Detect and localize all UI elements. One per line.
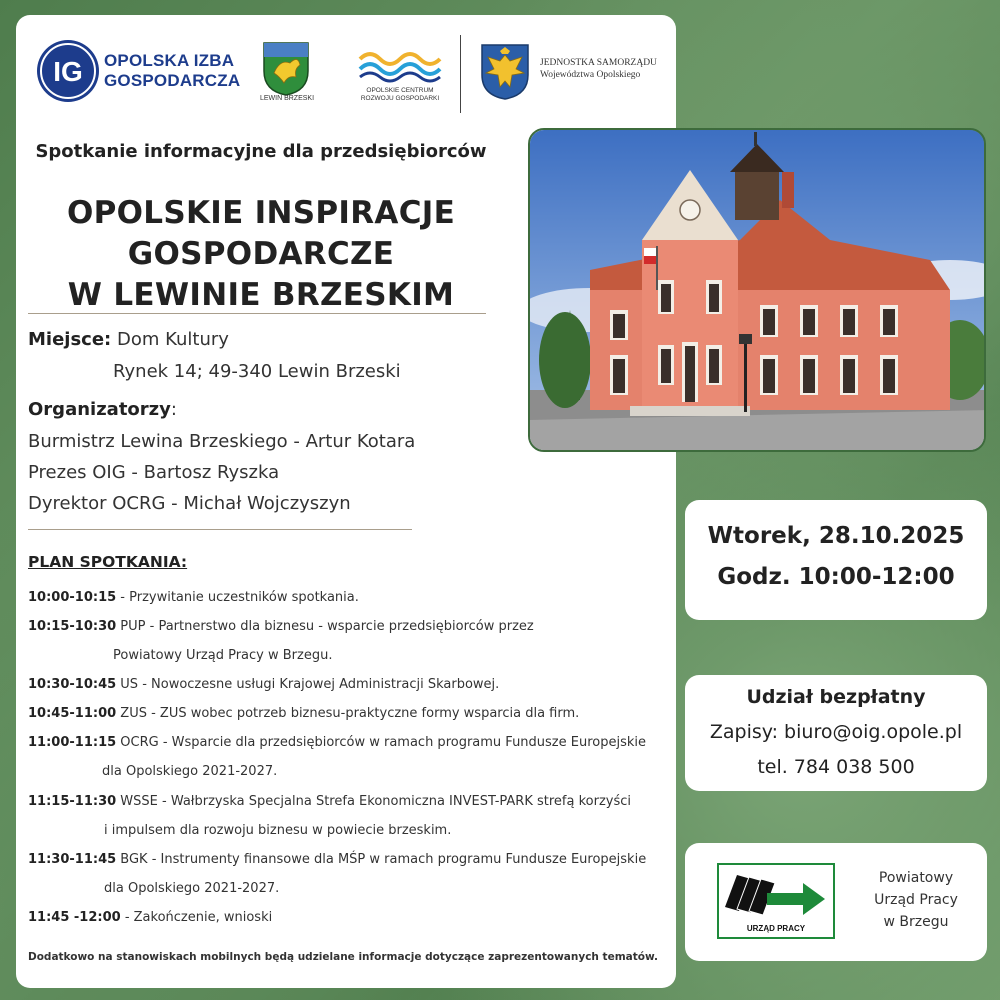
- plan-text: BGK - Instrumenty finansowe dla MŚP w ramach programu Fundusze Europejskie: [116, 852, 647, 867]
- registration-phone[interactable]: tel. 784 038 500: [757, 756, 915, 778]
- plan-item: [28, 852, 646, 867]
- partner-logos: [16, 15, 676, 125]
- ig-name-line1: OPOLSKA IZBA: [104, 51, 235, 70]
- organizer-item: Burmistrz Lewina Brzeskiego - Artur Kotara: [28, 431, 416, 452]
- pup-name-line3: w Brzegu: [883, 914, 949, 930]
- plan-item: [28, 590, 359, 605]
- plan-text: US - Nowoczesne usługi Krajowej Administracji Skarbowej.: [116, 677, 500, 692]
- lewin-coat-of-arms-icon: [262, 41, 310, 97]
- woj-label-line2: Województwa Opolskiego: [540, 70, 641, 80]
- divider-2: [28, 529, 412, 530]
- plan-time: 11:00-11:15: [28, 735, 117, 750]
- event-title-line1: OPOLSKIE INSPIRACJE: [66, 195, 456, 231]
- footnote: Dodatkowo na stanowiskach mobilnych będą udzielane informacje dotyczące zaprezentowanych tematów.: [28, 951, 658, 963]
- venue-label: Miejsce:: [28, 329, 112, 350]
- pup-name-line2: Urząd Pracy: [874, 892, 958, 908]
- registration-email[interactable]: Zapisy: biuro@oig.opole.pl: [709, 721, 963, 743]
- svg-text:IG: IG: [53, 56, 83, 87]
- plan-item-cont: i impulsem dla rozwoju biznesu w powiecie brzeskim.: [104, 823, 452, 838]
- event-title-line3: W LEWINIE BRZESKIM: [67, 277, 455, 313]
- event-title-line2: GOSPODARCZE: [127, 236, 395, 272]
- plan-time: 10:15-10:30: [28, 619, 117, 634]
- divider-1: [28, 313, 486, 314]
- plan-item: [28, 619, 534, 634]
- plan-time: 11:45 -12:00: [28, 910, 121, 925]
- town-hall-photo: [528, 128, 986, 452]
- organizer-item: Dyrektor OCRG - Michał Wojczyszyn: [28, 493, 351, 514]
- pup-name: [861, 867, 971, 933]
- event-title: [16, 193, 506, 316]
- pup-name-line1: Powiatowy: [878, 870, 954, 886]
- venue-address: Rynek 14; 49-340 Lewin Brzeski: [113, 361, 401, 382]
- ocrg-waves-icon: [356, 47, 442, 83]
- plan-item-cont: dla Opolskiego 2021-2027.: [102, 764, 278, 779]
- plan-time: 10:00-10:15: [28, 590, 117, 605]
- town-hall-illustration: [530, 130, 986, 452]
- ocrg-label: [350, 87, 450, 103]
- organizers-label: Organizatorzy: [28, 399, 171, 420]
- plan-title: PLAN SPOTKANIA:: [28, 553, 188, 571]
- plan-item: [28, 677, 499, 692]
- ocrg-label-line2: ROZWOJU GOSPODARKI: [360, 95, 440, 102]
- ig-name: [104, 51, 240, 91]
- ig-logo-icon: [36, 39, 100, 103]
- lewin-label: LEWIN BRZESKI: [259, 95, 315, 102]
- plan-item: [28, 706, 579, 721]
- organizer-item: Prezes OIG - Bartosz Ryszka: [28, 462, 280, 483]
- venue-name: Dom Kultury: [116, 329, 229, 350]
- event-subtitle: Spotkanie informacyjne dla przedsiębiorców: [35, 141, 487, 162]
- plan-text: OCRG - Wsparcie dla przedsiębiorców w ramach programu Fundusze Europejskie: [116, 735, 647, 750]
- date-box: [685, 500, 987, 620]
- plan-time: 10:45-11:00: [28, 706, 117, 721]
- plan-time: 11:15-11:30: [28, 794, 117, 809]
- woj-label-line1: JEDNOSTKA SAMORZĄDU: [540, 58, 657, 68]
- plan-item: [28, 794, 631, 809]
- logo-divider: [460, 35, 461, 113]
- plan-item-cont: Powiatowy Urząd Pracy w Brzegu.: [113, 648, 333, 663]
- organizers-colon: :: [170, 399, 177, 420]
- event-time: Godz. 10:00-12:00: [717, 564, 955, 590]
- ocrg-label-line1: OPOLSKIE CENTRUM: [366, 87, 434, 94]
- pup-box: [685, 843, 987, 961]
- plan-time: 11:30-11:45: [28, 852, 117, 867]
- plan-text: - Zakończenie, wnioski: [120, 910, 273, 925]
- pup-logo-label: URZĄD PRACY: [746, 924, 806, 933]
- event-date: Wtorek, 28.10.2025: [707, 523, 965, 549]
- opolskie-eagle-icon: [480, 43, 530, 101]
- ig-name-line2: GOSPODARCZA: [104, 71, 241, 90]
- pup-arrow-icon: [717, 863, 835, 939]
- plan-text: WSSE - Wałbrzyska Specjalna Strefa Ekonomiczna INVEST-PARK strefą korzyści: [116, 794, 632, 809]
- plan-item: [28, 735, 646, 750]
- plan-text: - Przywitanie uczestników spotkania.: [116, 590, 359, 605]
- plan-text: PUP - Partnerstwo dla biznesu - wsparcie przedsiębiorców przez: [116, 619, 534, 634]
- organizers-heading: [28, 399, 177, 420]
- plan-item: [28, 910, 272, 925]
- woj-label: [540, 57, 657, 81]
- plan-item-cont: dla Opolskiego 2021-2027.: [104, 881, 280, 896]
- plan-text: ZUS - ZUS wobec potrzeb biznesu-praktyczne formy wsparcia dla firm.: [116, 706, 580, 721]
- registration-box: [685, 675, 987, 791]
- registration-title: Udział bezpłatny: [746, 686, 926, 708]
- plan-time: 10:30-10:45: [28, 677, 117, 692]
- venue-line: [28, 329, 229, 350]
